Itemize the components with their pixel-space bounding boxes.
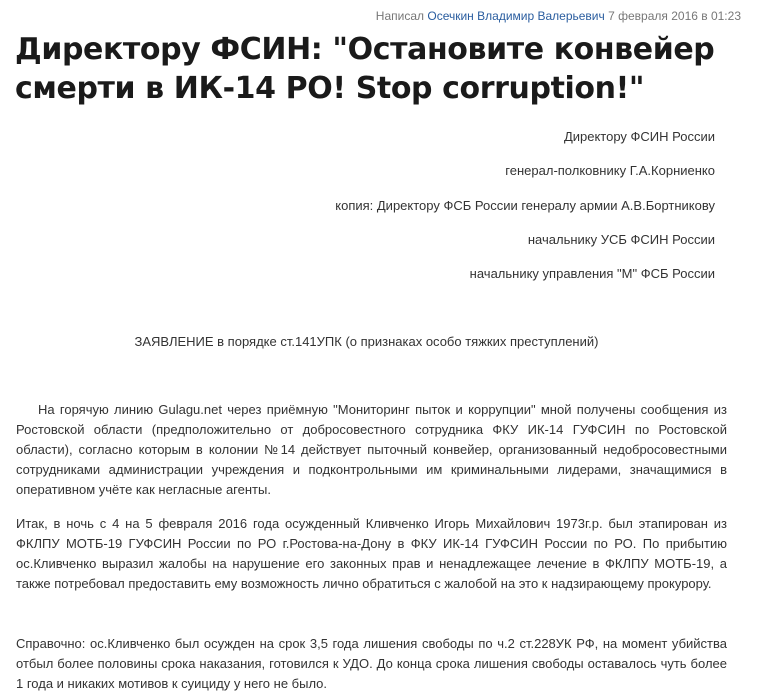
- body-paragraph: Итак, в ночь с 4 на 5 февраля 2016 года осужденный Кливченко Игорь Михайлович 1973г.р. был этапирован из ФКЛПУ МОТБ-19 ГУФСИН России по РО г.Ростова-на-Дону в ФКУ ИК-14 ГУФСИН России по РО. По прибытию ос.Кливченко выразил жалобы на нарушение его законных прав и ненадлежащее лечение в ФКЛПУ МОТБ-19, а также потребовал предоставить ему возможность лично обратиться с жалобой на это к надзирающему прокурору.: [16, 516, 727, 591]
- author-link[interactable]: Осечкин Владимир Валерьевич: [427, 9, 605, 23]
- addressee-line: генерал-полковнику Г.А.Корниенко: [505, 163, 715, 178]
- addressee-line: начальнику управления "М" ФСБ России: [469, 266, 715, 281]
- addressee-line: копия: Директору ФСБ России генералу армии А.В.Бортникову: [335, 198, 715, 213]
- post-byline: [376, 9, 741, 23]
- addressee-line: начальнику УСБ ФСИН России: [527, 232, 715, 247]
- article-title: Директору ФСИН: "Остановите конвейер смерти в ИК-14 РО! Stop corruption!": [15, 32, 715, 106]
- body-paragraph: Справочно: ос.Кливченко был осужден на срок 3,5 года лишения свободы по ч.2 ст.228УК РФ, на момент убийства отбыл более половины срока наказания, готовился к УДО. До конца срока лишения свободы оставалось чуть более 1 года и никаких мотивов к суициду у него не было.: [16, 636, 727, 691]
- body-paragraph: На горячую линию Gulagu.net через приёмную "Мониторинг пыток и коррупции" мной получены сообщения из Ростовской области (предположительно от добросовестного сотрудника ФКУ ИК-14 ГУФСИН по Ростовской области), согласно которым в колонии №14 действует пыточный конвейер, организованный недобросовестными сотрудниками администрации учреждения и подконтрольными им криминальными лидерами, значащимися в оперативном учёте как негласные агенты.: [16, 402, 727, 497]
- addressee-line: Директору ФСИН России: [563, 129, 715, 144]
- byline-prefix: Написал: [375, 9, 425, 23]
- statement-heading: ЗАЯВЛЕНИЕ в порядке ст.141УПК (о признаках особо тяжких преступлений): [134, 334, 599, 349]
- post-date: 7 февраля 2016 в 01:23: [608, 9, 741, 23]
